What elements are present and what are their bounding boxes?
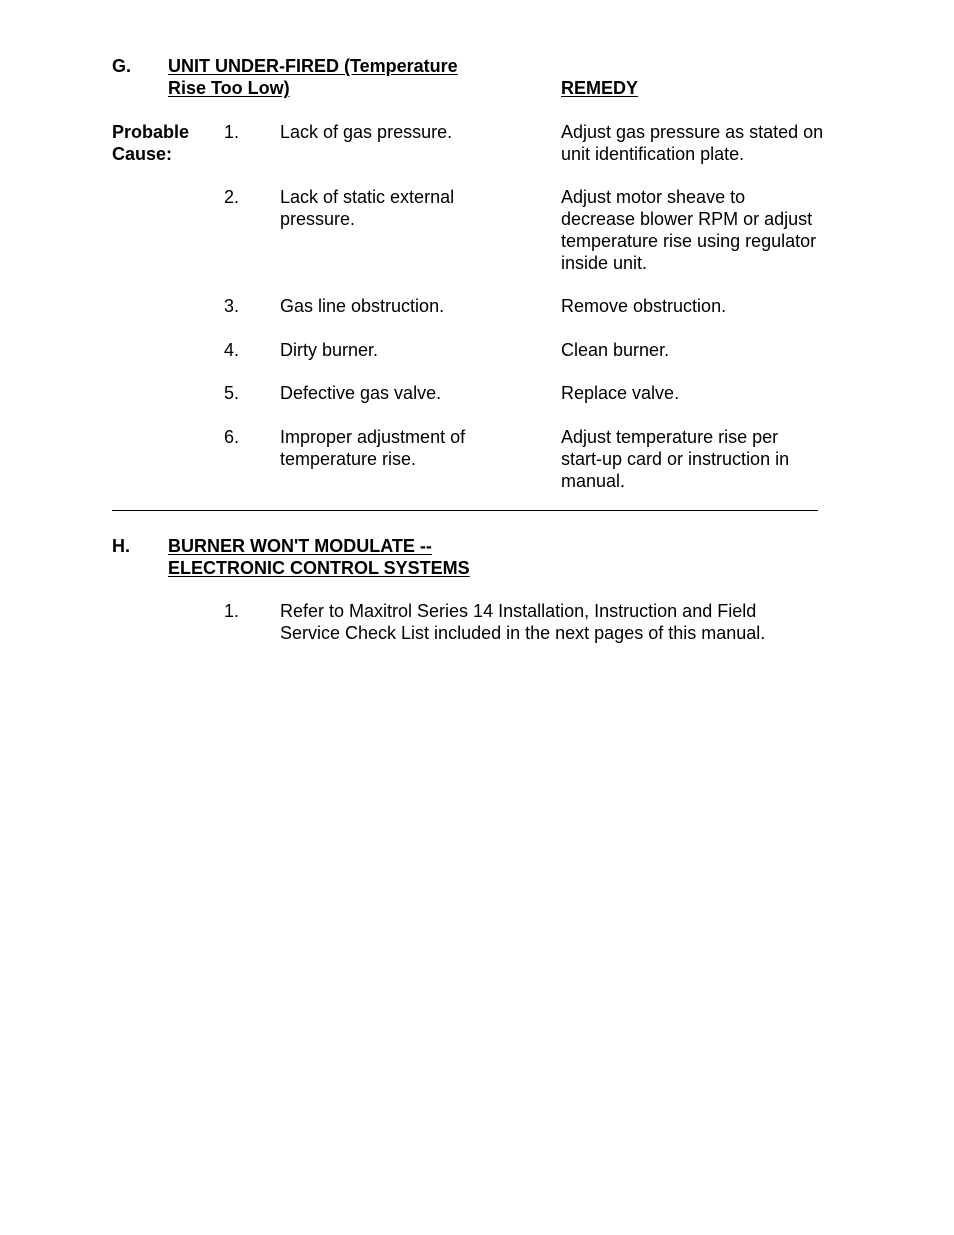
section-g-title-line-1: UNIT UNDER-FIRED (Temperature <box>168 56 458 76</box>
item-number: 2. <box>224 187 240 207</box>
remedy-line: start-up card or instruction in <box>561 449 790 469</box>
cause-line: Lack of static external <box>280 187 455 207</box>
cause-line: Dirty burner. <box>280 340 379 360</box>
remedy-text <box>561 339 851 361</box>
remedy-line: Adjust gas pressure as stated on <box>561 122 824 142</box>
remedy-line: Adjust motor sheave to <box>561 187 746 207</box>
section-divider <box>112 510 818 511</box>
remedy-line: manual. <box>561 471 626 491</box>
section-g-title-line-2: Rise Too Low) <box>168 78 290 98</box>
instruction-line: Refer to Maxitrol Series 14 Installation, Instruction and Field <box>280 601 757 621</box>
cause-line: Improper adjustment of <box>280 427 466 447</box>
section-g-title <box>168 55 458 99</box>
item-number: 3. <box>224 296 240 316</box>
remedy-text <box>561 186 851 274</box>
section-h-title <box>168 535 470 579</box>
cause-text <box>280 426 542 470</box>
cause-line: pressure. <box>280 209 356 229</box>
probable-cause-label <box>112 121 189 165</box>
item-number: 1. <box>224 601 240 621</box>
item-number: 4. <box>224 340 240 360</box>
section-h-title-line-1: BURNER WON'T MODULATE -- <box>168 536 432 556</box>
remedy-line: Clean burner. <box>561 340 670 360</box>
remedy-text <box>561 382 851 404</box>
cause-text <box>280 339 542 361</box>
section-h-letter: H. <box>112 536 130 556</box>
cause-line: Defective gas valve. <box>280 383 442 403</box>
remedy-text <box>561 426 851 492</box>
item-number: 6. <box>224 427 240 447</box>
section-h-title-line-2: ELECTRONIC CONTROL SYSTEMS <box>168 558 470 578</box>
remedy-line: inside unit. <box>561 253 648 273</box>
cause-text <box>280 186 542 230</box>
cause-text <box>280 382 542 404</box>
cause-text <box>280 121 542 143</box>
item-number: 5. <box>224 383 240 403</box>
instruction-text <box>280 600 840 644</box>
remedy-text <box>561 121 851 165</box>
probable-cause-label-line-1: Probable <box>112 122 190 142</box>
remedy-line: Adjust temperature rise per <box>561 427 779 447</box>
remedy-line: unit identification plate. <box>561 144 745 164</box>
remedy-line: Remove obstruction. <box>561 296 727 316</box>
instruction-line: Service Check List included in the next pages of this manual. <box>280 623 766 643</box>
remedy-line: temperature rise using regulator <box>561 231 817 251</box>
item-number: 1. <box>224 122 240 142</box>
probable-cause-label-line-2: Cause: <box>112 144 173 164</box>
cause-line: temperature rise. <box>280 449 417 469</box>
remedy-header: REMEDY <box>561 78 639 98</box>
cause-line: Gas line obstruction. <box>280 296 445 316</box>
remedy-text <box>561 295 851 317</box>
remedy-line: decrease blower RPM or adjust <box>561 209 813 229</box>
cause-line: Lack of gas pressure. <box>280 122 453 142</box>
section-g-letter: G. <box>112 56 132 76</box>
remedy-line: Replace valve. <box>561 383 680 403</box>
cause-text <box>280 295 542 317</box>
